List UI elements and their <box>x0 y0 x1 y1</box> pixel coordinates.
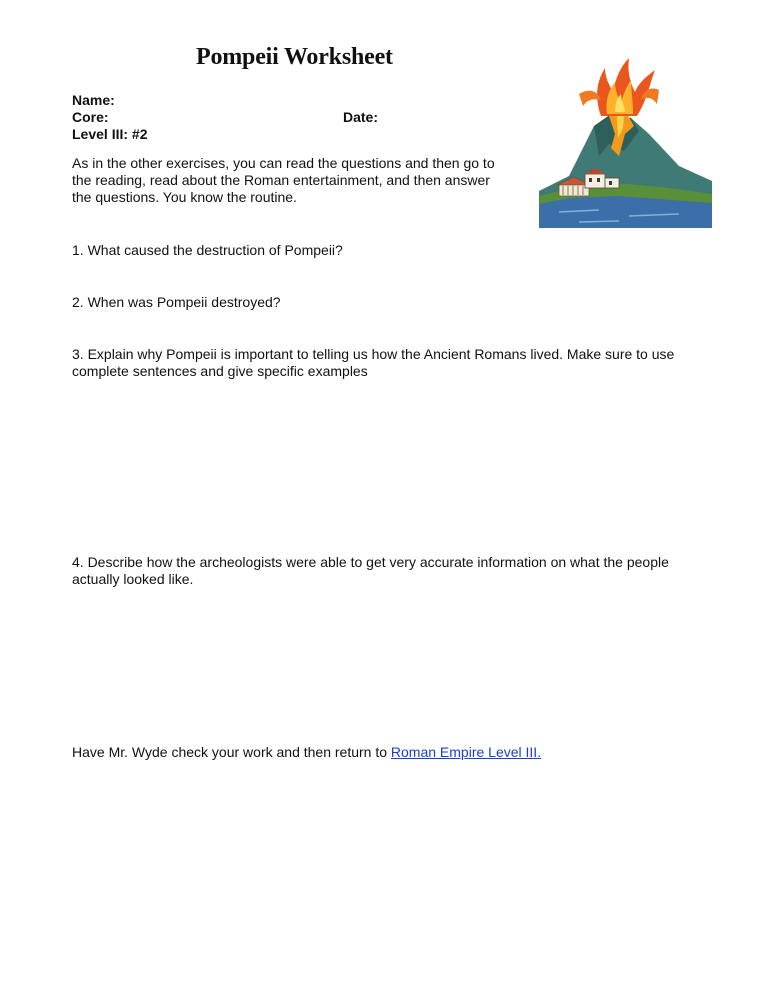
intro-line: As in the other exercises, you can read the questions and then go to <box>72 155 495 171</box>
page-title: Pompeii Worksheet <box>196 44 393 70</box>
question-3 <box>72 346 674 380</box>
question-1: 1. What caused the destruction of Pompeii? <box>72 242 343 258</box>
intro-line: the reading, read about the Roman entertainment, and then answer <box>72 172 490 188</box>
question-3-line: complete sentences and give specific examples <box>72 363 368 379</box>
roman-empire-link[interactable]: Roman Empire Level III. <box>390 744 542 760</box>
date-label: Date: <box>343 109 379 125</box>
question-4-line: actually looked like. <box>72 571 194 587</box>
question-4 <box>72 554 669 588</box>
intro-line: the questions. You know the routine. <box>72 189 297 205</box>
footer-text: Have Mr. Wyde check your work and then return to <box>72 744 391 760</box>
question-3-line: 3. Explain why Pompeii is important to telling us how the Ancient Romans lived. Make sure to use <box>72 346 675 362</box>
name-label: Name: <box>72 92 115 108</box>
erupting-volcano-icon <box>539 56 712 228</box>
question-4-line: 4. Describe how the archeologists were able to get very accurate information on what the people <box>72 554 669 570</box>
intro-paragraph <box>72 155 495 206</box>
footer-instructions <box>72 744 541 761</box>
question-2: 2. When was Pompeii destroyed? <box>72 294 281 310</box>
level-label: Level III: #2 <box>72 126 148 142</box>
core-label: Core: <box>72 109 109 125</box>
